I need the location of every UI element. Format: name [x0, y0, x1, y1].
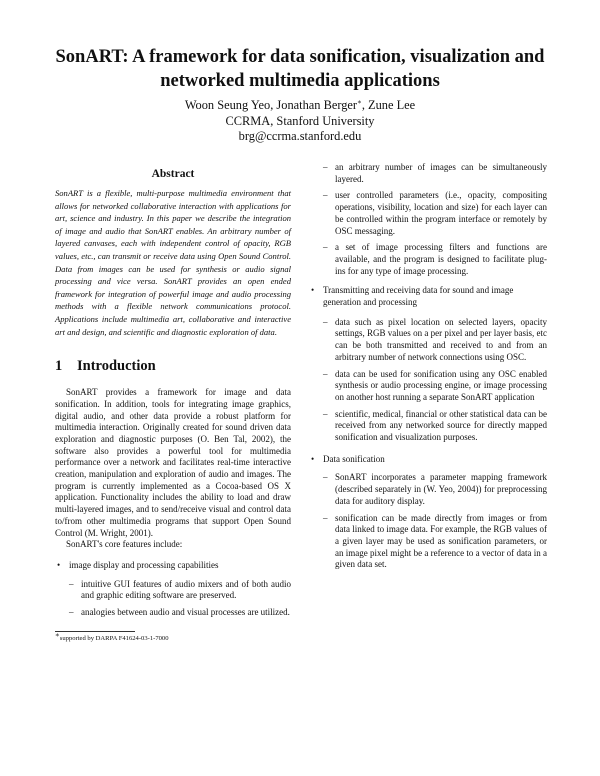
author-block	[40, 98, 560, 145]
intro-paragraph-2: SonART's core features include:	[66, 539, 183, 550]
intro-paragraph-1: SonART provides a framework for image and data sonification. In addition, tools for integrating image graphics, digital audio, and other data provide a robust platform for multimedia interaction. Originally created for sound driven data exploration and diagnostic purposes (O. Ben Tal, 2002), the software also provides a powerful tool for multimedia performance over a network and facilitates real-time interactive creation, manipulation and exploration of audio and images. The program is currently implemented as a Cocoa-based OS X application. Functionality includes the ability to load and draw multi-layered images, and to send/receive visual and control data to/from other multimedia programs that support Open Sound Control (M. Wright, 2001).	[55, 387, 291, 538]
section-heading-introduction	[55, 357, 291, 375]
sub-list-item: – data can be used for sonification using any OSC enabled synthesis or audio processing engine, or image processing on another host running a separate SonART application	[323, 368, 547, 402]
dash-icon: –	[323, 408, 328, 419]
sub-list	[55, 579, 291, 619]
sub-list-item: – data such as pixel location on selected layers, opacity settings, RGB values on a per pixel and per layer basis, etc can be both transmitted and received to and from an arbitrary number of network connections using OSC.	[323, 316, 547, 362]
sub-list-item: – user controlled parameters (i.e., opacity, compositing operations, visibility, location and size) for each layer can be controlled within the program interface or remotely by OSC messaging.	[323, 190, 547, 236]
dash-icon: –	[323, 316, 328, 327]
footnote-marker: ∗	[55, 630, 60, 639]
dash-icon: –	[323, 242, 328, 253]
sub-list-item: – an arbitrary number of images can be simultaneously layered.	[323, 162, 547, 184]
list-item	[309, 285, 547, 443]
dash-icon: –	[323, 190, 328, 201]
sub-list-item: – a set of image processing filters and functions are available, and the program is designed to facilitate plug-ins for any type of image processing.	[323, 242, 547, 276]
section-number: 1	[55, 358, 63, 375]
sub-list-continued	[309, 162, 547, 277]
list-item	[309, 454, 547, 571]
feature-label: image display and processing capabilities	[69, 559, 219, 570]
dash-icon: –	[323, 512, 328, 523]
dash-icon: –	[69, 607, 74, 618]
features-list-right	[309, 285, 547, 571]
title-line-2: networked multimedia applications	[160, 71, 440, 91]
title-line-1: SonART: A framework for data sonification, visualization and	[55, 47, 545, 67]
footnote-marker: ∗	[357, 97, 362, 106]
section-title: Introduction	[77, 358, 156, 375]
dash-icon: –	[323, 472, 328, 483]
paper-title	[40, 45, 560, 93]
bullet-icon: •	[311, 285, 315, 296]
footnote-rule	[55, 631, 135, 632]
feature-label: Data sonification	[323, 453, 385, 464]
bullet-icon: •	[311, 453, 315, 464]
sub-list-item: – scientific, medical, financial or other statistical data can be received from any networked source for directly mapped sonification and visualization purposes.	[323, 408, 547, 443]
bullet-icon: •	[57, 559, 61, 570]
affiliation: CCRMA, Stanford University	[225, 113, 375, 128]
dash-icon: –	[323, 368, 328, 379]
sub-list-item: – SonART incorporates a parameter mapping framework (described separately in (W. Yeo, 2004)) for preprocessing data for auditory display.	[323, 472, 547, 506]
features-list-left	[55, 560, 291, 619]
abstract-text: SonART is a flexible, multi-purpose multimedia environment that allows for networked collaborative interaction with applications for art, science and industry. In this paper we describe the integration of image and audio that SonART enables. An arbitrary number of layered canvases, each with independent control of opacity, RGB values, etc., can transmit or receive data using Open Sound Control. Data from images can be used for synthesis or audio signal processing and vice versa. SonART provides an open ended framework for integration of powerful image and audio processing methods with a flexible network communications protocol. Applications include multimedia art, collaborative and interactive art and design, and scientific and diagnostic exploration of data.	[55, 188, 291, 337]
footnote-text: supported by DARPA F41624-03-1-7000	[59, 635, 169, 642]
dash-icon: –	[69, 578, 74, 589]
feature-label: Transmitting and receiving data for sound and image generation and processing	[323, 285, 514, 308]
author-email: brg@ccrma.stanford.edu	[238, 129, 362, 143]
right-column	[309, 162, 547, 576]
sub-list-item: – sonification can be made directly from images or from data linked to image data. For example, the RGB values of a given layer may be used as sonification parameters, or an image pixel might be a reference to a vector of data in a given data set.	[323, 512, 547, 570]
sub-list	[309, 317, 547, 444]
footnote	[55, 630, 291, 643]
sub-list-item: – analogies between audio and visual processes are utilized.	[69, 607, 290, 618]
list-item	[55, 560, 291, 619]
sub-list-item: – intuitive GUI features of audio mixers and of both audio and graphic editing software are preserved.	[69, 578, 291, 601]
abstract-heading: Abstract	[151, 168, 195, 180]
sub-list	[309, 472, 547, 571]
left-column	[55, 168, 291, 624]
dash-icon: –	[323, 162, 328, 172]
author-names: Woon Seung Yeo, Jonathan Berger∗, Zune Lee	[184, 97, 416, 112]
